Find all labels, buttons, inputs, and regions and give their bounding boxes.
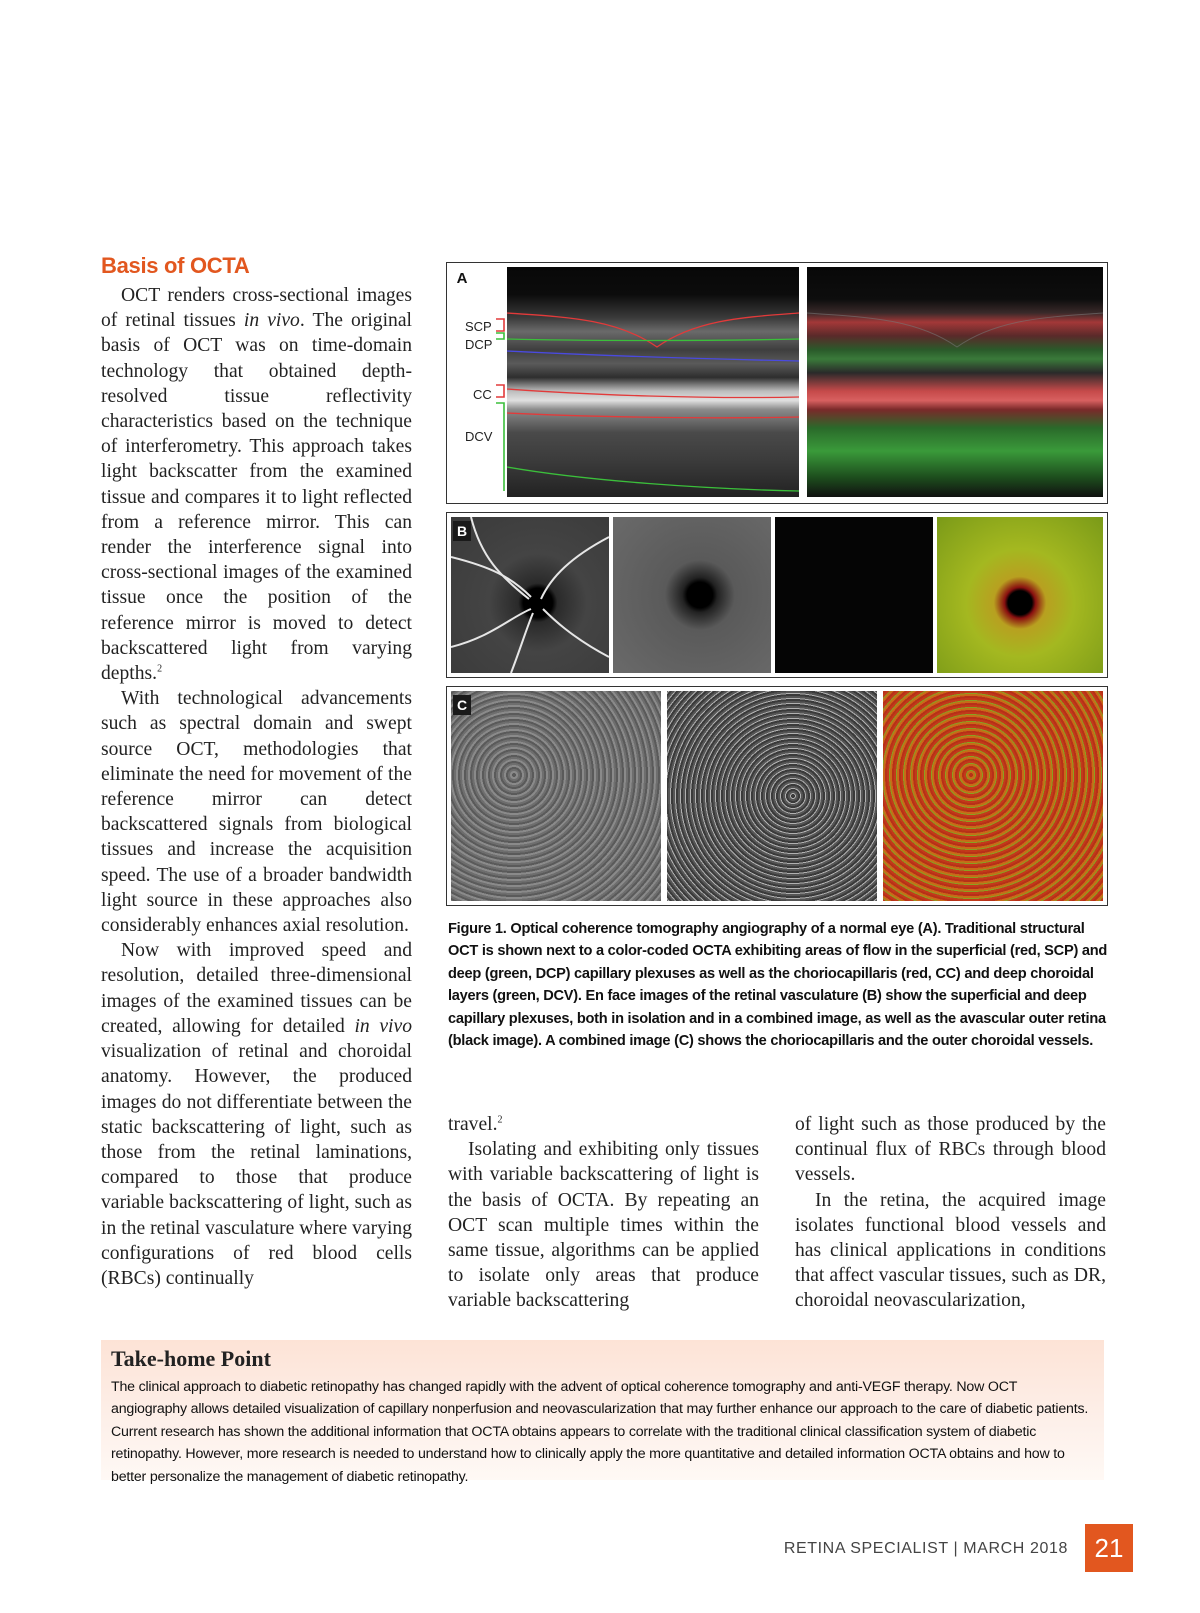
layer-label-dcp: DCP xyxy=(465,337,493,352)
take-home-title: Take-home Point xyxy=(111,1346,271,1371)
take-home-point-box xyxy=(101,1340,1104,1485)
paragraph: With technological advancements such as spectral domain and swept source OCT, methodologies that eliminate the need for movement of the reference mirror can detect backscattered signals from biological tissues and increase the acquisition speed. The use of a broader bandwidth light source in these approaches also considerably enhances axial resolution. xyxy=(101,688,412,937)
section-title: Basis of OCTA xyxy=(101,253,250,278)
layer-label-cc: CC xyxy=(473,387,492,402)
figure-panel-c xyxy=(446,686,1108,906)
figure-caption: Figure 1. Optical coherence tomography angiography of a normal eye (A). Traditional structural OCT is shown next to a color-coded OCTA exhibiting areas of flow in the superficial (red, SCP) and deep (green, DCP) capillary plexuses as well as the choriocapillaris (red, CC) and deep choroidal layers (green, DCV). En face images of the retinal vasculature (B) show the superficial and deep capillary plexuses, both in isolation and in a combined image, as well as the avascular outer retina (black image). A combined image (C) shows the choriocapillaris and the outer choroidal vessels. xyxy=(448,921,1108,1050)
figure-panel-b xyxy=(446,512,1108,678)
paragraph: Now with improved speed and resolution, detailed three-dimensional images of the examined tissues can be created, allowing for detailed in vivo visualization of retinal and choroidal anatomy. However, the produced images do not differentiate between the static backscattering of light, such as those from the retinal laminations, compared to those that produce variable backscattering of light, such as in the retinal vasculature where varying configurations of red blood cells (RBCs) continually xyxy=(101,940,412,1289)
panel-label-a: A xyxy=(456,270,468,287)
paragraph: OCT renders cross-sectional images of retinal tissues in vivo. The original basis of OCT was on time-domain technology that obtained depth-resolved tissue reflectivity characteristics based on the technique of interferometry. This approach takes light backscatter from the examined tissue and compares it to light reflected from a reference mirror. This can render the interference signal into cross-sectional images of the examined tissue once the position of the reference mirror is moved to detect backscattered light from varying depths.$^2$ xyxy=(101,285,412,685)
paragraph: Isolating and exhibiting only tissues with variable backscattering of light is the basis of OCTA. By repeating an OCT scan multiple times within the same tissue, algorithms can be applied to isolate only areas that produce variable backscattering xyxy=(448,1139,759,1312)
superficial-plexus-image xyxy=(451,517,609,673)
combined-choroid-image xyxy=(883,691,1103,901)
panel-label-b: B xyxy=(453,521,471,541)
body-column-1 xyxy=(101,283,412,1291)
publication-footer: RETINA SPECIALIST | MARCH 2018 xyxy=(783,1540,1068,1557)
structural-oct-image xyxy=(507,267,799,497)
outer-choroidal-vessels-image xyxy=(667,691,877,901)
paragraph: In the retina, the acquired image isolates functional blood vessels and has clinical applications in conditions that affect vascular tissues, such as DR, choroidal neovascularization, xyxy=(795,1189,1106,1312)
deep-plexus-image xyxy=(613,517,771,673)
page-number: 21 xyxy=(1085,1524,1133,1572)
choriocapillaris-image xyxy=(451,691,661,901)
paragraph: travel.$^2$ xyxy=(448,1114,503,1135)
combined-retinal-image xyxy=(937,517,1103,673)
layer-label-scp: SCP xyxy=(465,319,492,334)
panel-label-c: C xyxy=(453,695,471,715)
color-coded-octa-image xyxy=(807,267,1103,497)
take-home-body: The clinical approach to diabetic retinopathy has changed rapidly with the advent of optical coherence tomography and anti-VEGF therapy. Now OCT angiography allows detailed visualization of capillary nonperfusion and neovascularization that may further enhance our approach to the care of diabetic patients. Current research has shown the additional information that OCTA obtains appears to correlate with the traditional clinical classification system of diabetic retinopathy. However, more research is needed to understand how to clinically apply the more quantitative and detailed information OCTA obtains and how to better personalize the management of diabetic retinopathy. xyxy=(111,1379,1089,1485)
outer-retina-black-image xyxy=(775,517,933,673)
paragraph: of light such as those produced by the continual flux of RBCs through blood vessels. xyxy=(795,1114,1106,1186)
body-column-3 xyxy=(795,1112,1106,1314)
body-column-2 xyxy=(448,1112,759,1314)
figure-panel-a xyxy=(446,262,1108,504)
layer-label-dcv: DCV xyxy=(465,429,493,444)
